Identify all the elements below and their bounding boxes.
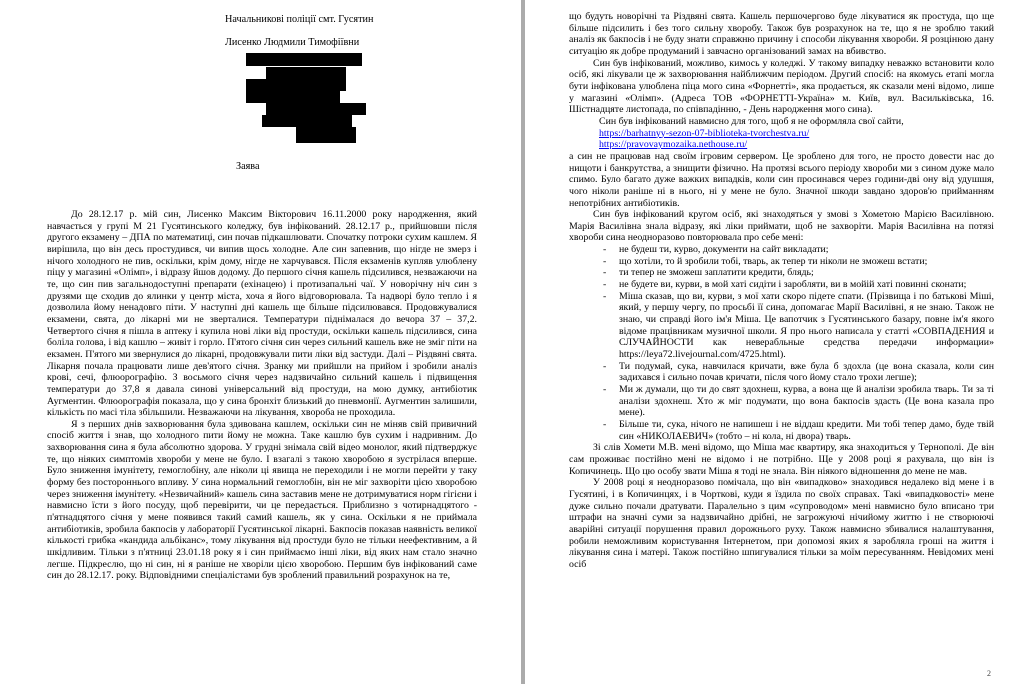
redaction-block [262, 115, 352, 127]
page-number: 2 [987, 669, 991, 678]
site-link-1[interactable]: https://barhatnyy-sezon-07-biblioteka-tvorchestva.ru/ [599, 127, 810, 139]
list-item: - Ти подумай, сука, навчилася кричати, вже була б здохла (це вона сказала, коли син задихався і сильно почав кричати, після чого йому стало трохи легше); [569, 361, 994, 384]
body-paragraph: У 2008 році я неодноразово помічала, що він «випадково» знаходився недалеко від мене і в Гусятині, і в Копичинцях, і в Чорткові, куди я їздила по своїх справах. Такі «випадковості» мене дуже сильно почали дратувати. Паралельно з цим «супроводом» мені навмисно було вписано три штрафи на значні суми за надзвичайно дрібні, не загрожуючі нічийому життю і не створюючі аварійні ситуації порушення правил дорожнього руху. Також навмисно збивалися налаштування, робили неможливим користування Інтернетом, при допомозі яких я заробляла гроші на життя і лікування сина і матері. Також постійно шпигувалися тільки за моїм пересуванням. Невідомих мені осіб [569, 477, 994, 570]
page-1-body [47, 209, 477, 582]
list-item: - Більше ти, сука, нічого не напишеш і не віддаш кредити. Ми тобі тепер дамо, буде твій син «НИКОЛАЕВИЧ» (тобто – ні кола, ні двора) тварь. [569, 419, 994, 442]
site-link-2[interactable]: https://pravovaymozaika.nethouse.ru/ [599, 139, 748, 151]
body-paragraph: а син не працював над своїм ігровим сервером. Це зроблено для того, не просто довести нас до нищоти і банкрутства, а знищити фізично. На протязі всього періоду хвороби ми з сином дуже мало спимо. Було багато дуже важких випадків, коли син просинався через години-дві ону від удушшя, чого ніколи раніше ні в нього, ні у мене не було. Значної шкоди завдано здоров'ю прийманням непотрібних антибіотиків. [569, 150, 994, 209]
document-page-2 [525, 0, 1013, 684]
list-item: - не будете ви, курви, в мой хаті сидіти і заробляти, ви в мойій хаті повинні сконати; [569, 279, 994, 291]
statement-title: Заява [236, 161, 260, 172]
quotes-list [569, 244, 994, 442]
redaction-block [266, 103, 366, 115]
body-paragraph: Син був інфікований кругом осіб, які знаходяться у змові з Хометою Марією Василівною. Марія Василівна знала відразу, які ліки приймати, щоб не захворіти. Марія Василівна на потязі хвороби сина неодноразово повторювала про себе мені: [569, 209, 994, 244]
redaction-block [246, 91, 340, 103]
body-paragraph: Зі слів Хомети М.В. мені відомо, що Міша має квартиру, яка знаходиться у Тернополі. Де він сам проживає постійно мені не відомо і не потрібно. Ще у 2008 році я рахувала, що він із Копичинець. Що цю особу звати Міша я тоді не знала. Він ніякого відношення до мене не мав. [569, 442, 994, 477]
site-link-1-line [569, 128, 994, 140]
list-item: - ти тепер не зможеш заплатити кредити, блядь; [569, 267, 994, 279]
body-paragraph: До 28.12.17 р. мій син, Лисенко Максим Вікторович 16.11.2000 року народження, який навчається у групі М 21 Гусятинського коледжу, був інфікований. 28.12.17 р., прийшовши після другого екзамену – ДПА по математиці, син почав підкашлювати. Спочатку потроки сухим кашлем. Я вирішила, що він десь простудився, чи випив щось холодне. Але син запевнив, що нігде не змерз і нічого холодного не пив, оскільки, крім дому, нігде не харчувався. Після екзаменів купляв улюблену піцу у магазині «Олімп», і відразу йшов додому. До першого січня кашель підсилився, незважаючи на те, що син пив загальнодоступні препарати (ехінацею) і протизапальні чаї. У новорічну ніч син з друзями ще сходив до ялинки у центр міста, хоча я його відговорювала. Та надворі було тепло і я дозволила йому ненадовго піти. У наступні дні кашель ще більше підсилювався. Продовжувалися екзамени, свята, до лікарні ми не зверталися. Температури піднімалася до вечора 37 – 37,2. Четвертого січня я пішла в аптеку і купила нові ліки від простуди, оскільки кашель підсилився, сина боліла голова, і від кашлю – живіт і горло. П'ятого січня син через сильний кашель вже не зміг піти на екзамен. П'ятого ми звернулися до лікарні, продовжували пити ліки від застуди. Далі – Різдвяні свята. Лікарня почала працювати лише дев'ятого січня. Зранку ми прийшли на прийом і зробили аналіз крові, сечі, флюорографію. З восьмого січня через надзвичайно сильний кашель і підвищення температури до 37,8 я давала синові універсальний від простуди, на мою думку, антибіотик Аугментин. Флюорографія показала, що у сина бронхіт близький до пневмонії. Аугментин залишили, кількість по масі тіла збільшили. Незважаючи на лікування, хвороба не проходила. [47, 209, 477, 419]
redaction-block [266, 67, 346, 79]
redaction-block [246, 79, 346, 91]
list-item: - що хотіли, то й зробили тобі, тварь, ак тепер ти ніколи не зможеш встати; [569, 256, 994, 268]
addressee-line-1: Начальникові поліції смт. Гусятин [225, 14, 374, 25]
redaction-block [296, 127, 356, 143]
body-paragraph: Син був інфікований навмисно для того, щоб я не оформляла свої сайти, [599, 115, 904, 127]
list-item: - Ми ж думали, що ти до свят здохнеш, курва, а вона ще й аналізи зробила тварь. Ти за ті аналізи здохнеш. Хто ж міг подумати, що вона бакпосів здасть (Це вона казала про мене). [569, 384, 994, 419]
body-paragraph: Син був інфікований, можливо, кимось у коледжі. У такому випадку неважко встановити коло осіб, які лікували це ж захворювання найближчим періодом. Другий спосіб: на якомусь етапі могла бути інфікована улюблена піца мого сина «Форнетті», яка продається, як сказали мені відомо, лише у магазині «Олімп». (Адреса ТОВ «ФОРНЕТТІ-Україна» м. Київ, вул. Васильківська, 16. Шістнадцяте листопада, по співпадінню, - День народження мого сина). [569, 57, 994, 116]
body-paragraph: Я з перших днів захворювання була здивована кашлем, оскільки син не міняв свій привичний спосіб життя і знав, що холодного пити йому не можна. Таке кашлю був сухим і надривним. До захворювання сина я була абсолютно здорова. У грудні знімала свій відео монолог, який підтверджує те, що ніяких симптомів хвороби у мене не було. І взагалі з такою хворобою я зустрілася вперше. Було зниження імунітету, гемоглобіну, але ніколи ці явища не переходили і не могли перейти у таку форму без постороннього впливу. У сина нормальний гемоглобін, він не міг захворіти цією хворобою через зниження імунітету. «Незвичайний» кашель сина заставив мене не дотримуватися норм гігієни і навмисно їсти з його посуду, щоб перевірити, чи це передається. Приблизно з чотирнадцятого - п'ятнадцятого січня у мене появився такий самий кашель, як у сина. Оскільки я не приймала антибіотиків, зробила бакпосів у лабораторії Гусятинської лікарні. Бакпосів показав наявність великої кількості грибка «кандида альбіканс», тому лікування від простуди було не тільки неефективним, а й шкідливим. Тільки з п'ятниці 23.01.18 року я і син приймаємо інші ліки, від яких нам стало значно легше. Підкреслю, що ні син, ні я раніше не хворіли цією хворобою. Першим був інфікований саме син до 28.12.17. року. Відповідними спеціалістами був зроблений правильний розрахунок на те, [47, 418, 477, 582]
body-paragraph: що будуть новорічні та Різдвяні свята. Кашель першочергово буде лікуватися як простуда, що ще більше підсилить і без того сильну хворобу. Також був розрахунок на те, що я не зроблю такий аналіз як бакпосів і не буду знати справжню причину і способи лікування хвороби. Я розцінюю дану ситуацію як добре продуманий і завчасно організований замах на вбивство. [569, 11, 994, 57]
redaction-block [246, 53, 362, 66]
page-2-body [569, 11, 994, 571]
site-link-2-line [569, 139, 994, 151]
addressee-line-2: Лисенко Людмили Тимофіївни [225, 37, 360, 48]
list-item: - Міша сказав, що ви, курви, з мої хати скоро підете спати. (Прізвища і по батькові Міші, який, у першу чергу, по просьбі її сина, допомагає Марії Василівні, я не знаю. Також не знаю, чи справді його ім'я Міша. Це вапотчик з Гусятинського базару, повне ім'я якого відоме працівникам музичної школи. Я про нього написала у статті «СОВПАДЕНИЯ и СЛУЧАЙНОСТИ как неверабльные средства передачи информации» https://leya72.livejournal.com/4725.html). [569, 291, 994, 361]
list-item: - не будеш ти, курво, документи на сайт викладати; [569, 244, 994, 256]
